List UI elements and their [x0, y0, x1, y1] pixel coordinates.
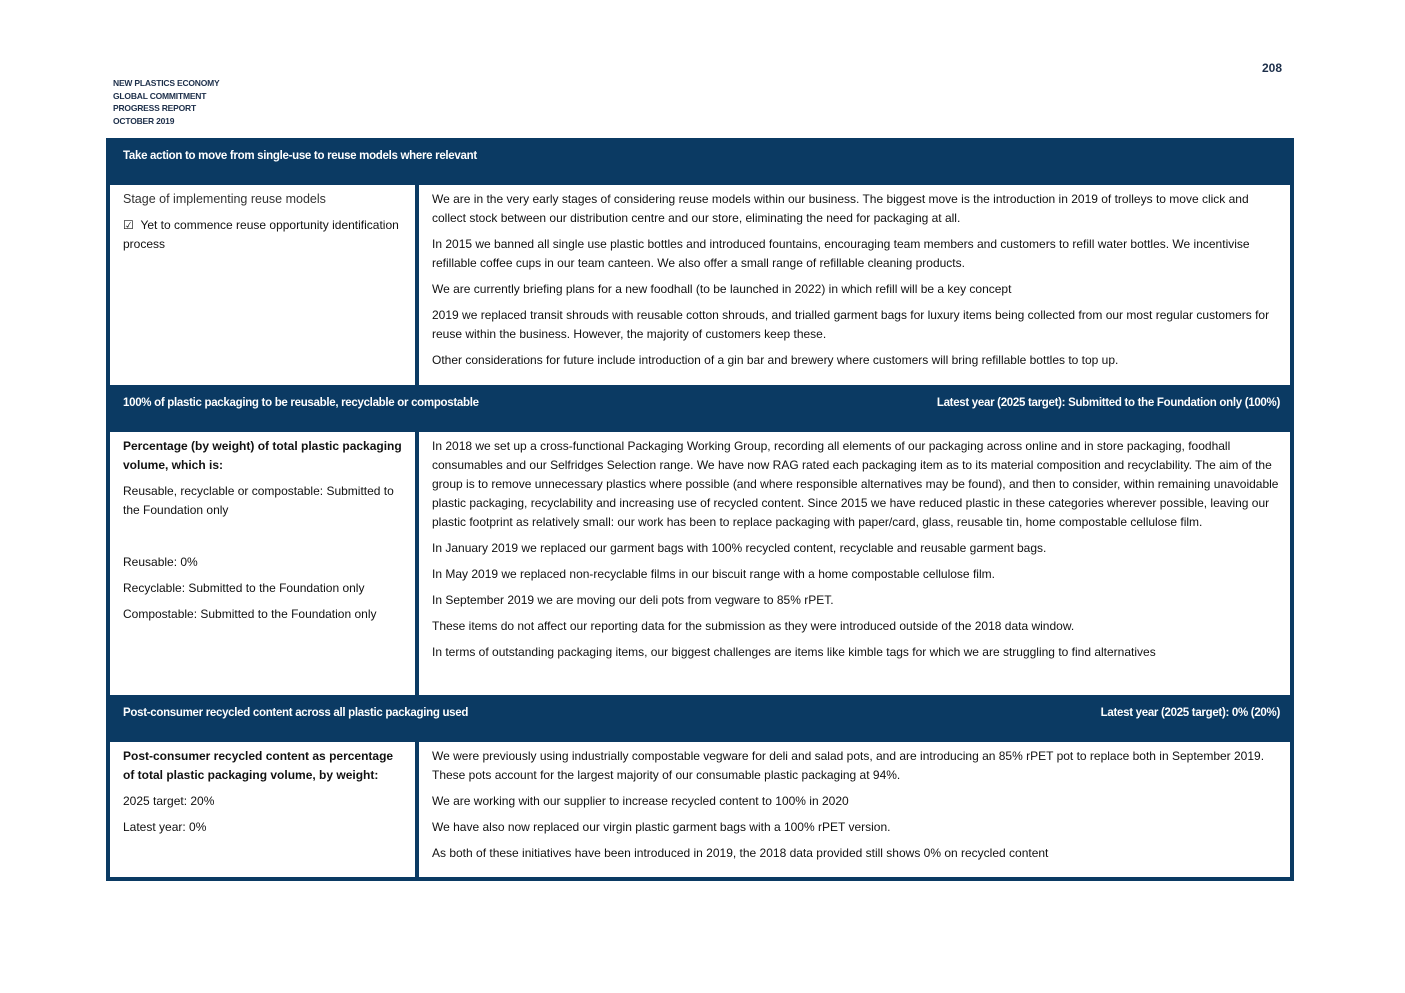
paragraph: In 2018 we set up a cross-functional Packaging Working Group, recording all elements of our packaging across online and in store packaging, foodhall consumables and our Selfridges Selection range. We have now RAG rated each packaging item as to its material composition and recyclability. The aim of the group is to remove unnecessary plastics where possible (and where responsible alternatives may be found), and then to consider, within remaining unavoidable plastic packaging, recyclability and increasing use of recycled content. Since 2015 we have reduced plastic in these categories wherever possible, leaving our plastic footprint as relatively small: our work has been to replace packaging with paper/card, glass, reusable tin, home compostable cellulose film.: [432, 439, 1279, 529]
paragraph: We are working with our supplier to increase recycled content to 100% in 2020: [432, 794, 849, 808]
left-cell: [110, 432, 415, 695]
section-status: Latest year (2025 target): 0% (20%): [1100, 707, 1280, 719]
cell-line: Compostable: Submitted to the Foundation only: [123, 607, 377, 621]
right-cell: [419, 432, 1290, 695]
cell-heading: Post-consumer recycled content as percentage of total plastic packaging volume, by weight:: [123, 749, 394, 782]
section-body-recyclable: [110, 432, 1290, 695]
paragraph: We have also now replaced our virgin plastic garment bags with a 100% rPET version.: [432, 820, 891, 834]
section-title: 100% of plastic packaging to be reusable, recyclable or compostable: [123, 397, 479, 409]
page-number: 208: [1262, 61, 1283, 75]
section-body-reuse: [110, 185, 1290, 385]
paragraph: In May 2019 we replaced non-recyclable films in our biscuit range with a home compostable cellulose film.: [432, 567, 995, 581]
header-line: OCTOBER 2019: [113, 115, 175, 126]
cell-line: 2025 target: 20%: [123, 794, 215, 808]
commitments-table: [106, 138, 1294, 881]
paragraph: In terms of outstanding packaging items, our biggest challenges are items like kimble tags for which we are struggling to find alternatives: [432, 645, 1156, 659]
paragraph: In September 2019 we are moving our deli pots from vegware to 85% rPET.: [432, 593, 834, 607]
header-line: GLOBAL COMMITMENT: [113, 90, 207, 101]
cell-line: Reusable, recyclable or compostable: Submitted to the Foundation only: [123, 484, 394, 517]
header-line: PROGRESS REPORT: [113, 103, 196, 113]
right-cell: [419, 185, 1290, 385]
section-header-recycled-content: [110, 695, 1290, 742]
section-title: Take action to move from single-use to reuse models where relevant: [123, 150, 477, 162]
section-title: Post-consumer recycled content across all plastic packaging used: [123, 707, 469, 719]
paragraph: We are in the very early stages of considering reuse models within our business. The biggest move is the introduction in 2019 of trolleys to move click and collect stock between our distribution centre and our store, eliminating the need for packaging at all.: [432, 192, 1249, 225]
paragraph: We are currently briefing plans for a new foodhall (to be launched in 2022) in which refill will be a key concept: [432, 282, 1012, 296]
paragraph: Other considerations for future include introduction of a gin bar and brewery where customers will bring refillable bottles to top up.: [432, 353, 1119, 367]
checkbox-icon: ☑: [123, 218, 134, 232]
section-status: Latest year (2025 target): Submitted to the Foundation only (100%): [936, 397, 1280, 409]
checkbox-label: Yet to commence reuse opportunity identification process: [123, 218, 399, 251]
paragraph: In January 2019 we replaced our garment bags with 100% recycled content, recyclable and reusable garment bags.: [432, 541, 1047, 555]
section-header-recyclable: [110, 385, 1290, 432]
paragraph: As both of these initiatives have been introduced in 2019, the 2018 data provided still shows 0% on recycled content: [432, 846, 1049, 860]
left-cell: [110, 742, 415, 877]
report-header: [113, 77, 220, 127]
cell-heading: Stage of implementing reuse models: [123, 192, 326, 206]
paragraph: We were previously using industrially compostable vegware for deli and salad pots, and are introducing an 85% rPET pot to replace both in September 2019. These pots account for the largest majority of our consumable plastic packaging at 94%.: [432, 749, 1265, 782]
paragraph: 2019 we replaced transit shrouds with reusable cotton shrouds, and trialled garment bags for luxury items being collected from our most regular customers for reuse within the business. However, the majority of customers keep these.: [432, 308, 1270, 341]
cell-line: Reusable: 0%: [123, 555, 198, 569]
right-cell: [419, 742, 1290, 877]
paragraph: In 2015 we banned all single use plastic bottles and introduced fountains, encouraging team members and customers to refill water bottles. We incentivise refillable coffee cups in our team canteen. We also offer a small range of refillable cleaning products.: [432, 237, 1250, 270]
cell-heading: Percentage (by weight) of total plastic packaging volume, which is:: [123, 439, 402, 472]
header-line: NEW PLASTICS ECONOMY: [113, 78, 220, 88]
cell-line: Latest year: 0%: [123, 820, 207, 834]
cell-line: Recyclable: Submitted to the Foundation only: [123, 581, 365, 595]
left-cell: [110, 185, 415, 385]
section-body-recycled-content: [110, 742, 1290, 877]
paragraph: These items do not affect our reporting data for the submission as they were introduced outside of the 2018 data window.: [432, 619, 1075, 633]
section-header-reuse: [110, 138, 1290, 185]
